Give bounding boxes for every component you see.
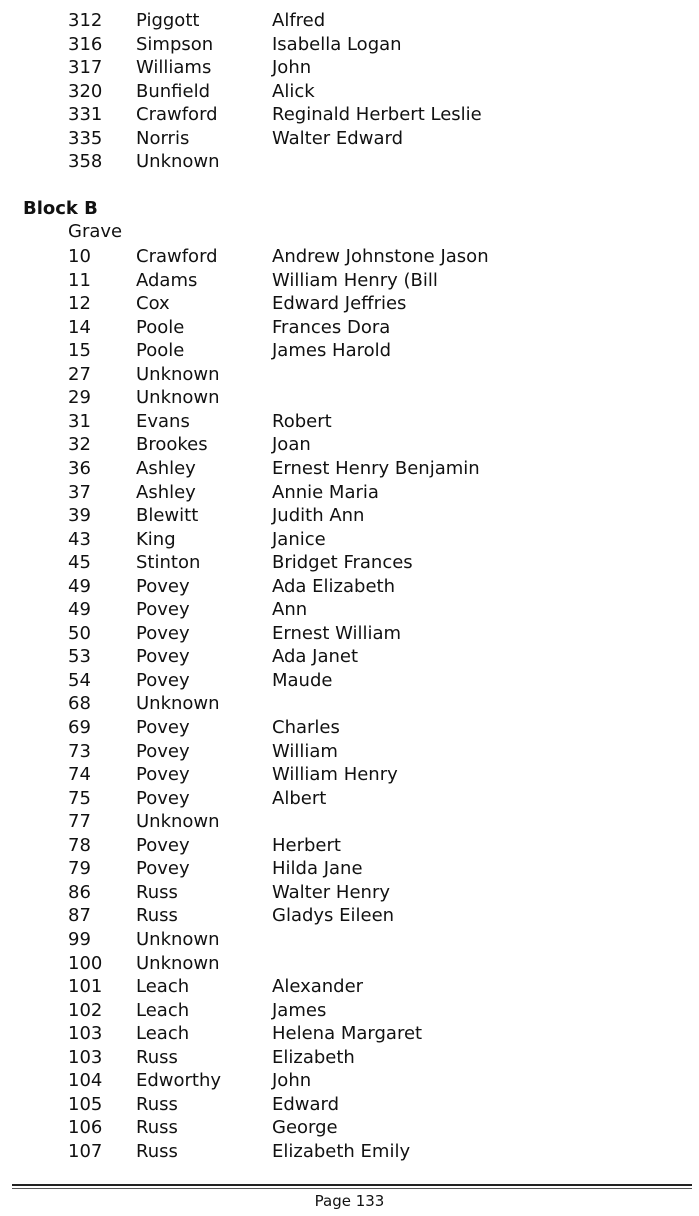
- given-names: Joan: [272, 434, 311, 456]
- surname: Russ: [136, 905, 178, 927]
- footer-rule-thin: [12, 1188, 692, 1189]
- surname: Leach: [136, 1023, 190, 1045]
- surname: Russ: [136, 881, 178, 903]
- given-names: William: [272, 740, 338, 762]
- surname: Povey: [136, 669, 190, 691]
- given-names: Edward: [272, 1093, 340, 1115]
- surname: Crawford: [136, 246, 218, 267]
- given-names: Walter Henry: [272, 881, 391, 903]
- surname: Blewitt: [136, 505, 199, 527]
- grave-number: 43: [68, 528, 91, 550]
- grave-number: 69: [68, 717, 91, 738]
- given-names: Bridget Frances: [272, 552, 413, 574]
- burial-row: [0, 433, 699, 456]
- footer-rule: [12, 1184, 692, 1186]
- grave-number: 39: [68, 505, 91, 527]
- given-names: Ann: [272, 599, 308, 621]
- grave-number: 312: [68, 10, 103, 31]
- burial-row: [0, 763, 699, 786]
- grave-number: 45: [68, 552, 91, 574]
- grave-number: 49: [68, 599, 91, 621]
- surname: Leach: [136, 976, 190, 998]
- grave-number: 86: [68, 881, 91, 903]
- given-names: Frances Dora: [272, 316, 391, 338]
- surname: Simpson: [136, 33, 214, 55]
- burial-row: [0, 103, 699, 126]
- surname: Povey: [136, 646, 190, 668]
- grave-number: 331: [68, 104, 103, 125]
- given-names: William Henry: [272, 764, 398, 786]
- burial-row: [0, 669, 699, 692]
- burial-row: [0, 881, 699, 904]
- given-names: Alexander: [272, 976, 364, 998]
- burial-row: [0, 292, 699, 315]
- given-names: Edward Jeffries: [272, 293, 407, 315]
- grave-number: 54: [68, 669, 91, 691]
- surname: Povey: [136, 834, 190, 856]
- surname: Unknown: [136, 811, 220, 833]
- given-names: Gladys Eileen: [272, 905, 395, 927]
- surname: Stinton: [136, 552, 201, 574]
- grave-number: 107: [68, 1140, 103, 1162]
- surname: Unknown: [136, 151, 220, 172]
- grave-number: 317: [68, 57, 103, 78]
- grave-number: 104: [68, 1070, 103, 1092]
- surname: Leach: [136, 999, 190, 1021]
- grave-number: 12: [68, 293, 91, 315]
- burial-row: [0, 481, 699, 504]
- given-names: William Henry (Bill: [272, 269, 438, 291]
- burial-row: [0, 598, 699, 621]
- given-names: Alick: [272, 80, 315, 102]
- burial-row: [0, 1093, 699, 1116]
- page-number: Page 133: [314, 1192, 385, 1210]
- grave-number: 10: [68, 246, 91, 267]
- given-names: Ada Janet: [272, 646, 359, 668]
- burial-row: [0, 692, 699, 715]
- given-names: Judith Ann: [272, 505, 365, 527]
- burial-row: [0, 952, 699, 975]
- grave-number: 87: [68, 905, 91, 927]
- grave-number: 53: [68, 646, 91, 668]
- surname: Povey: [136, 599, 190, 621]
- grave-number: 68: [68, 693, 91, 715]
- burial-row: [0, 245, 699, 268]
- grave-number: 335: [68, 127, 103, 149]
- given-names: Annie Maria: [272, 481, 379, 503]
- surname: Unknown: [136, 952, 220, 974]
- burial-row: [0, 33, 699, 56]
- grave-number: 105: [68, 1093, 103, 1115]
- surname: Povey: [136, 740, 190, 762]
- burial-row: [0, 999, 699, 1022]
- burial-row: [0, 1022, 699, 1045]
- burial-row: [0, 575, 699, 598]
- burial-row: [0, 363, 699, 386]
- surname: Brookes: [136, 434, 208, 456]
- given-names: Maude: [272, 669, 333, 691]
- grave-number: 77: [68, 811, 91, 833]
- surname: Povey: [136, 622, 190, 644]
- given-names: Ernest Henry Benjamin: [272, 457, 480, 479]
- grave-number: 106: [68, 1117, 103, 1139]
- grave-number: 79: [68, 858, 91, 880]
- surname: Povey: [136, 575, 190, 597]
- surname: Adams: [136, 269, 198, 291]
- burial-row: [0, 150, 699, 173]
- surname: Unknown: [136, 363, 220, 385]
- surname: Russ: [136, 1117, 178, 1139]
- grave-number: 73: [68, 740, 91, 762]
- grave-number: 99: [68, 928, 91, 950]
- grave-number: 49: [68, 575, 91, 597]
- surname: Piggott: [136, 10, 200, 31]
- given-names: Isabella Logan: [272, 33, 402, 55]
- given-names: James Harold: [272, 340, 392, 362]
- grave-number: 78: [68, 834, 91, 856]
- surname: Unknown: [136, 928, 220, 950]
- burial-row: [0, 904, 699, 927]
- burial-row: [0, 622, 699, 645]
- surname: Russ: [136, 1046, 178, 1068]
- given-names: Herbert: [272, 834, 341, 856]
- surname: Evans: [136, 410, 190, 432]
- burial-row: [0, 316, 699, 339]
- given-names: Andrew Johnstone Jason: [272, 246, 489, 267]
- grave-number: 316: [68, 33, 103, 55]
- surname: Russ: [136, 1140, 178, 1162]
- surname: Ashley: [136, 481, 196, 503]
- surname: Crawford: [136, 104, 218, 125]
- grave-number: 36: [68, 457, 91, 479]
- given-names: Walter Edward: [272, 127, 403, 149]
- burial-row: [0, 740, 699, 763]
- surname: Povey: [136, 717, 190, 738]
- grave-number: 74: [68, 764, 91, 786]
- surname: Povey: [136, 764, 190, 786]
- burial-row: [0, 528, 699, 551]
- burial-row: [0, 716, 699, 739]
- burial-row: [0, 645, 699, 668]
- given-names: Janice: [272, 528, 326, 550]
- grave-number: 15: [68, 340, 91, 362]
- grave-number: 29: [68, 387, 91, 409]
- burial-row: [0, 928, 699, 951]
- burial-row: [0, 1069, 699, 1092]
- burial-row: [0, 410, 699, 433]
- given-names: James: [272, 999, 327, 1021]
- given-names: Hilda Jane: [272, 858, 363, 880]
- burial-row: [0, 1116, 699, 1139]
- burial-row: [0, 787, 699, 810]
- grave-number: 27: [68, 363, 91, 385]
- given-names: Albert: [272, 787, 327, 809]
- surname: Poole: [136, 316, 185, 338]
- surname: Unknown: [136, 693, 220, 715]
- burial-row: [0, 834, 699, 857]
- grave-number: 11: [68, 269, 91, 291]
- grave-number: 75: [68, 787, 91, 809]
- given-names: John: [272, 57, 312, 78]
- given-names: Ada Elizabeth: [272, 575, 395, 597]
- burial-row: [0, 80, 699, 103]
- surname: Cox: [136, 293, 170, 315]
- grave-number: 50: [68, 622, 91, 644]
- surname: Poole: [136, 340, 185, 362]
- given-names: Elizabeth Emily: [272, 1140, 411, 1162]
- burial-row: [0, 1140, 699, 1163]
- surname: Williams: [136, 57, 212, 78]
- grave-number: 14: [68, 316, 91, 338]
- grave-number: 103: [68, 1023, 103, 1045]
- grave-number: 103: [68, 1046, 103, 1068]
- given-names: Alfred: [272, 10, 326, 31]
- burial-row: [0, 9, 699, 32]
- grave-number: 102: [68, 999, 103, 1021]
- burial-row: [0, 504, 699, 527]
- surname: Russ: [136, 1093, 178, 1115]
- burial-row: [0, 457, 699, 480]
- grave-number: 358: [68, 151, 103, 172]
- grave-number: 31: [68, 410, 91, 432]
- burial-row: [0, 386, 699, 409]
- surname: Povey: [136, 858, 190, 880]
- burial-row: [0, 1046, 699, 1069]
- surname: Ashley: [136, 457, 196, 479]
- burial-row: [0, 339, 699, 362]
- burial-row: [0, 127, 699, 150]
- given-names: Ernest William: [272, 622, 402, 644]
- given-names: George: [272, 1117, 338, 1139]
- surname: Bunfield: [136, 80, 211, 102]
- surname: Povey: [136, 787, 190, 809]
- burial-row: [0, 975, 699, 998]
- grave-number: 37: [68, 481, 91, 503]
- grave-number: 100: [68, 952, 103, 974]
- given-names: Helena Margaret: [272, 1023, 423, 1045]
- given-names: Robert: [272, 410, 332, 432]
- surname: Edworthy: [136, 1070, 222, 1092]
- given-names: Charles: [272, 717, 340, 738]
- surname: Norris: [136, 127, 190, 149]
- burial-row: [0, 269, 699, 292]
- grave-number: 101: [68, 976, 103, 998]
- grave-number: 320: [68, 80, 103, 102]
- given-names: Elizabeth: [272, 1046, 355, 1068]
- burial-row: [0, 810, 699, 833]
- given-names: Reginald Herbert Leslie: [272, 104, 482, 125]
- grave-number: 32: [68, 434, 91, 456]
- grave-column-header: Grave: [68, 221, 123, 242]
- surname: King: [136, 528, 176, 550]
- burial-row: [0, 857, 699, 880]
- burial-row: [0, 56, 699, 79]
- block-heading: Block B: [23, 198, 98, 219]
- surname: Unknown: [136, 387, 220, 409]
- given-names: John: [272, 1070, 312, 1092]
- burial-row: [0, 551, 699, 574]
